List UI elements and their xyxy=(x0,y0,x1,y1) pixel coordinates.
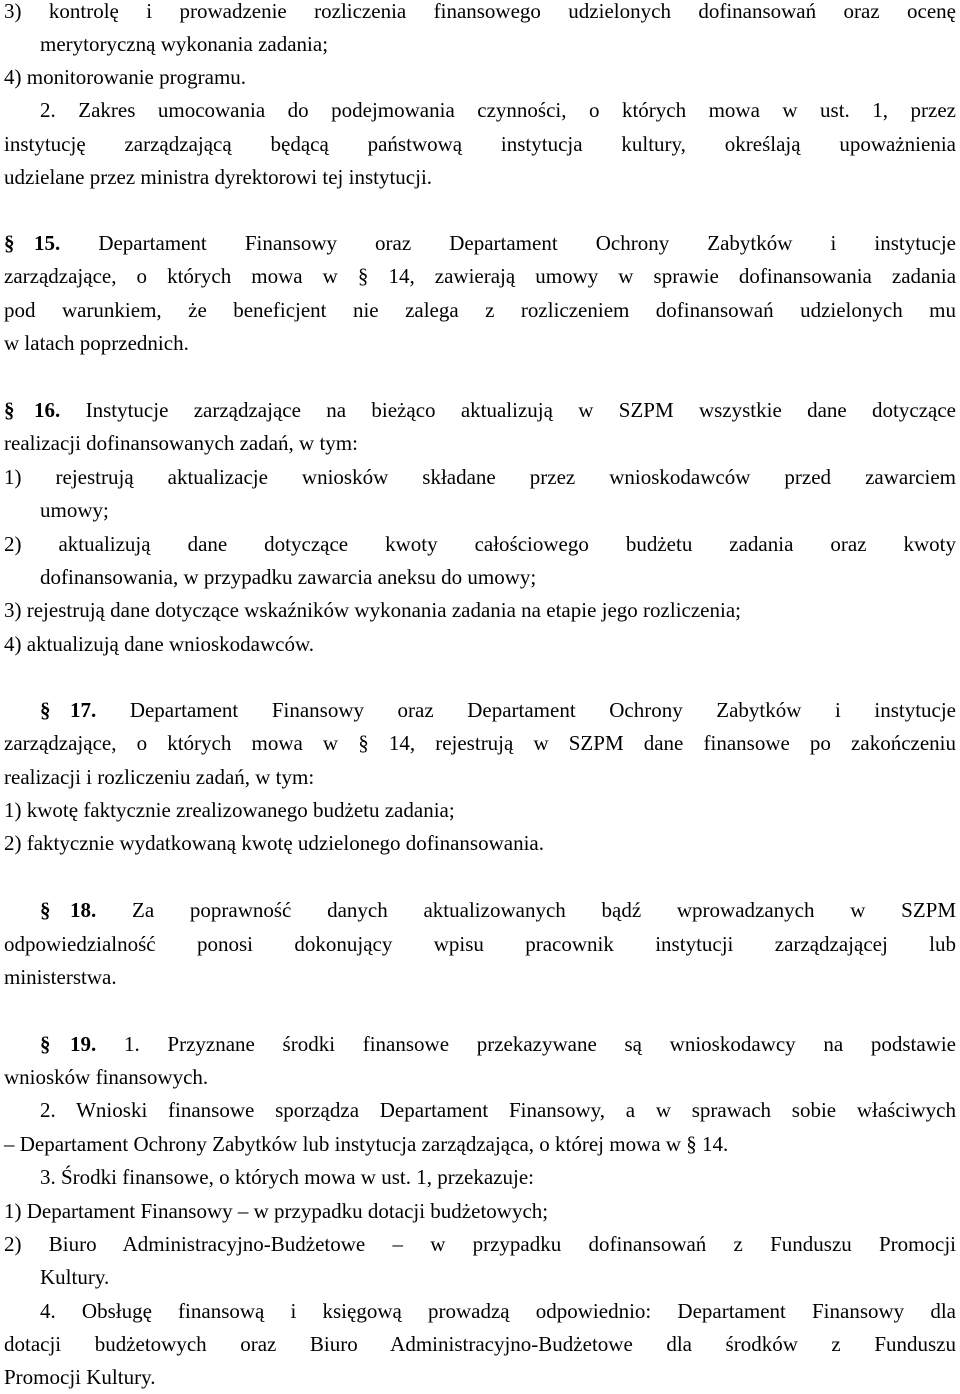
paragraph-text: 2. Zakres umocowania do podejmowania czynności, o których mowa w ust. 1, przez xyxy=(40,98,956,122)
paragraph-2-line-3 xyxy=(4,161,432,194)
section-19-paragraph-4-line-2 xyxy=(4,1328,956,1361)
section-text: ministerstwa. xyxy=(4,965,117,989)
section-number: 15. xyxy=(34,231,61,255)
section-text: zarządzające, o których mowa w xyxy=(4,264,338,288)
list-item-text: 4) monitorowanie programu. xyxy=(4,65,247,89)
section-16-item-1-cont xyxy=(40,494,109,527)
list-item-3 xyxy=(4,0,956,28)
section-16-heading-line xyxy=(4,394,956,427)
section-text: Departament Finansowy oraz Departament Ochrony Zabytków i instytucje xyxy=(129,698,957,722)
section-sign: § xyxy=(357,264,369,288)
list-item-3-cont xyxy=(40,28,328,61)
section-15-line-4 xyxy=(4,327,189,360)
list-item-text: 4) aktualizują dane wnioskodawców. xyxy=(4,632,315,656)
section-number: 16. xyxy=(34,398,61,422)
list-item-text: 2) Biuro Administracyjno-Budżetowe – w przypadku dofinansowań z Funduszu Promocji xyxy=(4,1232,956,1256)
section-15-line-3 xyxy=(4,294,956,327)
list-item-text: 1) kwotę faktycznie zrealizowanego budżetu zadania; xyxy=(4,798,455,822)
paragraph-text: instytucję zarządzającą będącą państwową instytucja kultury, określają upoważnienia xyxy=(4,132,956,156)
section-17-line-3 xyxy=(4,761,314,794)
section-text: 4. Obsługę finansową i księgową prowadzą odpowiednio: Departament Finansowy dla xyxy=(40,1299,956,1323)
section-sign: § xyxy=(686,1132,697,1156)
section-sign: § xyxy=(358,731,369,755)
section-text: zarządzające, o których mowa w xyxy=(4,731,339,755)
section-17-item-1 xyxy=(4,794,455,827)
section-19-item-2 xyxy=(4,1228,956,1261)
section-19-line-2 xyxy=(4,1061,208,1094)
section-16-item-4 xyxy=(4,628,314,661)
section-text: pod warunkiem, że beneficjent nie zalega z rozliczeniem dofinansowań udzielonych mu xyxy=(4,298,956,322)
list-item-text: 1) rejestrują aktualizacje wniosków składane przez wnioskodawców przed zawarciem xyxy=(4,465,956,489)
section-19-paragraph-4-line-1 xyxy=(40,1295,956,1328)
section-text: – Departament Ochrony Zabytków lub instytucja zarządzająca, o której mowa w xyxy=(4,1132,681,1156)
section-15-heading-line xyxy=(4,227,956,260)
section-17-item-2 xyxy=(4,827,544,860)
section-text: realizacji i rozliczeniu zadań, w tym: xyxy=(4,765,315,789)
section-19-paragraph-3 xyxy=(40,1161,534,1194)
section-number: 18. xyxy=(70,898,97,922)
section-18-line-3 xyxy=(4,961,117,994)
section-text: 14, zawierają umowy w sprawie dofinansowania zadania xyxy=(388,264,957,288)
section-sign: § xyxy=(40,898,51,922)
section-text: Za poprawność danych aktualizowanych bądź wprowadzanych w SZPM xyxy=(132,898,957,922)
section-text: realizacji dofinansowanych zadań, w tym: xyxy=(4,431,358,455)
section-19-paragraph-2-line-1 xyxy=(40,1094,956,1127)
list-item-text: 3) rejestrują dane dotyczące wskaźników wykonania zadania na etapie jego rozliczenia; xyxy=(4,598,741,622)
list-item-text: Kultury. xyxy=(40,1265,110,1289)
list-item-text: 3) kontrolę i prowadzenie rozliczenia finansowego udzielonych dofinansowań oraz ocenę xyxy=(4,0,956,23)
section-text: 14, rejestrują w SZPM dane finansowe po zakończeniu xyxy=(388,731,956,755)
list-item-text: 2) aktualizują dane dotyczące kwoty całościowego budżetu zadania oraz kwoty xyxy=(4,532,956,556)
section-text: 3. Środki finansowe, o których mowa w ust. 1, przekazuje: xyxy=(40,1165,534,1189)
section-16-item-1 xyxy=(4,461,956,494)
section-17-line-2 xyxy=(4,727,956,760)
section-text: Departament Finansowy oraz Departament Ochrony Zabytków i instytucje xyxy=(98,231,957,255)
section-17-heading-line xyxy=(40,694,956,727)
list-item-text: 2) faktycznie wydatkowaną kwotę udzielonego dofinansowania. xyxy=(4,831,544,855)
paragraph-2-line-1 xyxy=(40,94,956,127)
section-16-line-2 xyxy=(4,427,358,460)
section-text: 1. Przyznane środki finansowe przekazywane są wnioskodawcy na podstawie xyxy=(123,1032,957,1056)
section-sign: § xyxy=(4,231,15,255)
section-15-line-2 xyxy=(4,260,956,293)
list-item-text: merytoryczną wykonania zadania; xyxy=(40,32,329,56)
section-text: 14. xyxy=(702,1132,729,1156)
list-item-text: umowy; xyxy=(40,498,109,522)
section-19-item-1 xyxy=(4,1195,548,1228)
paragraph-2-line-2 xyxy=(4,128,956,161)
section-sign: § xyxy=(4,398,15,422)
section-19-paragraph-4-line-3 xyxy=(4,1361,155,1394)
list-item-text: 1) Departament Finansowy – w przypadku dotacji budżetowych; xyxy=(4,1199,549,1223)
section-text: w latach poprzednich. xyxy=(4,331,189,355)
section-18-line-2 xyxy=(4,928,956,961)
section-sign: § xyxy=(40,698,51,722)
section-19-item-2-cont xyxy=(40,1261,109,1294)
section-number: 17. xyxy=(70,698,97,722)
section-text: wniosków finansowych. xyxy=(4,1065,209,1089)
section-number: 19. xyxy=(70,1032,97,1056)
section-sign: § xyxy=(40,1032,51,1056)
section-16-item-3 xyxy=(4,594,741,627)
section-19-heading-line xyxy=(40,1028,956,1061)
section-18-heading-line xyxy=(40,894,956,927)
section-text: 2. Wnioski finansowe sporządza Departament Finansowy, a w sprawach sobie właściwych xyxy=(40,1098,956,1122)
section-text: odpowiedzialność ponosi dokonujący wpisu pracownik instytucji zarządzającej lub xyxy=(4,932,956,956)
section-text: dotacji budżetowych oraz Biuro Administracyjno-Budżetowe dla środków z Funduszu xyxy=(4,1332,956,1356)
section-text: Promocji Kultury. xyxy=(4,1365,156,1389)
list-item-4 xyxy=(4,61,246,94)
paragraph-text: udzielane przez ministra dyrektorowi tej instytucji. xyxy=(4,165,433,189)
list-item-text: dofinansowania, w przypadku zawarcia aneksu do umowy; xyxy=(40,565,537,589)
section-19-paragraph-2-line-2 xyxy=(4,1128,728,1161)
section-16-item-2 xyxy=(4,528,956,561)
section-text: Instytucje zarządzające na bieżąco aktualizują w SZPM wszystkie dane dotyczące xyxy=(85,398,956,422)
section-16-item-2-cont xyxy=(40,561,536,594)
